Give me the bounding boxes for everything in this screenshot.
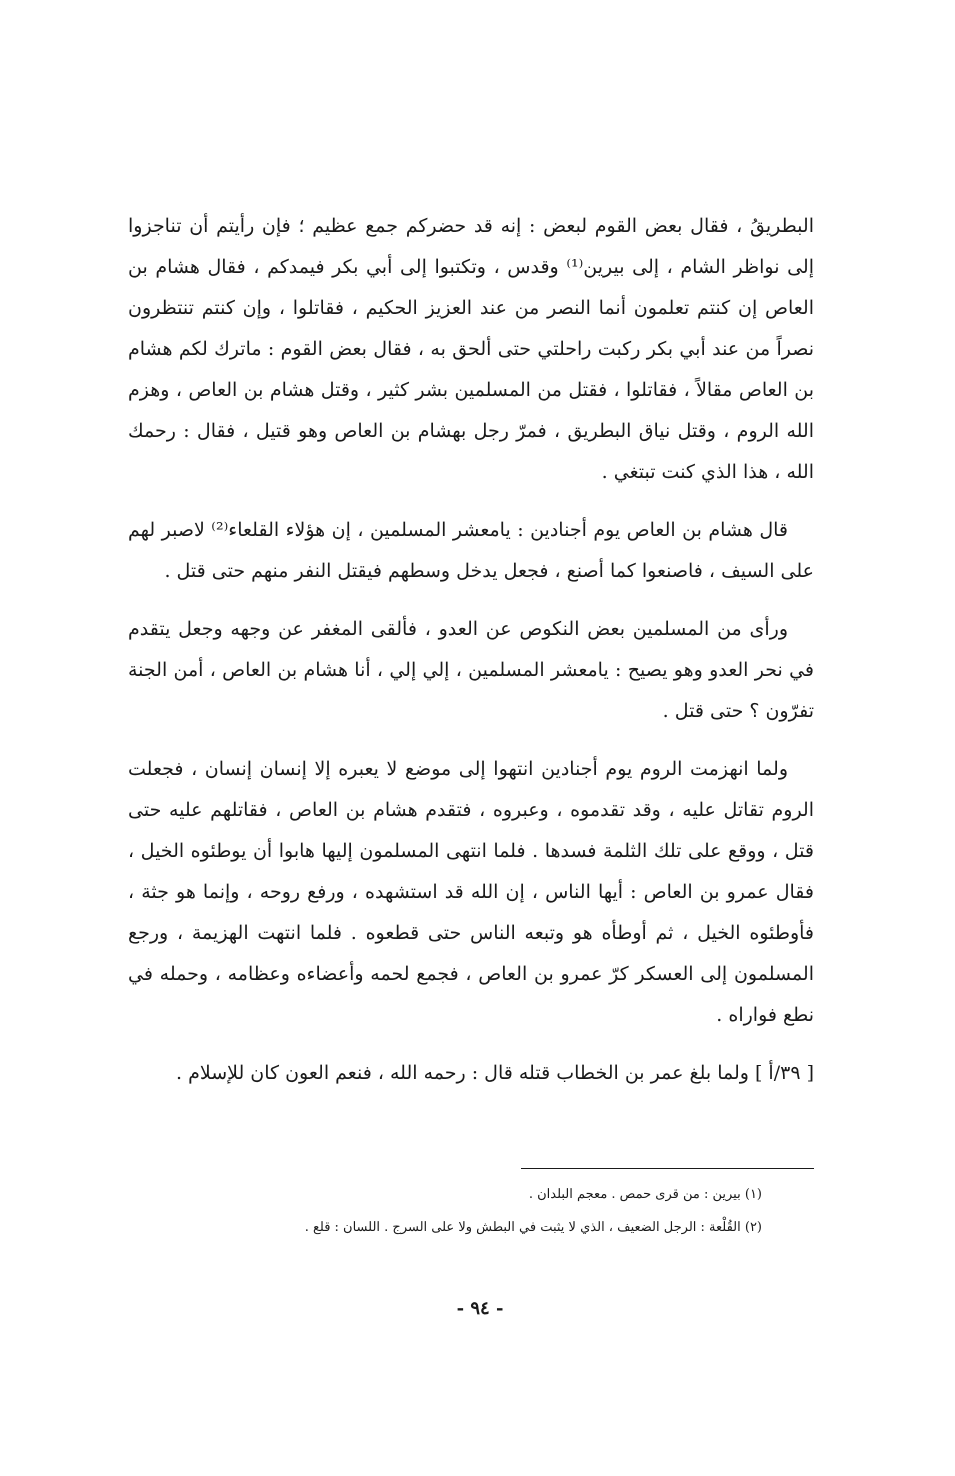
footnote-2: (٢) القُلْعة : الرجل الضعيف ، الذي لا يثبت في البطش ولا على السرج . اللسان : قلع . <box>304 1220 762 1235</box>
folio-reference: [ ٣٩/أ ] <box>754 1062 814 1084</box>
paragraph-1: البطريقُ ، فقال بعض القوم لبعض : إنه قد حضركم جمع عظيم ؛ فإن رأيتم أن تناجزوا إلى نواظر الشام ، إلى بيرين⁽¹⁾ وقدس ، وتكتبوا إلى أبي بكر فيمدكم ، فقال هشام بن العاص إن كنتم تعلمون أنما النصر من عند العزيز الحكيم ، فقاتلوا ، وإن كنتم تنتظرون نصراً من عند أبي بكر ركبت راحلتي حتى ألحق به ، فقال بعض القوم : ماترك لكم هشام بن العاص مقالاً ، فقاتلوا ، فقتل من المسلمين بشر كثير ، وقتل هشام بن العاص ، وهزم الله الروم ، وقتل نياق البطريق ، فمرّ رجل بهشام بن العاص وهو قتيل ، فقال : رحمك الله ، هذا الذي كنت تبتغي . <box>128 215 814 483</box>
paragraph-3: ورأى من المسلمين بعض النكوص عن العدو ، فألقى المغفر عن وجهه وجعل يتقدم في نحر العدو وهو يصيح : يامعشر المسلمين ، إلي إلي ، أنا هشام بن العاص ، أمن الجنة تفرّون ؟ حتى قتل . <box>128 618 814 722</box>
main-text <box>128 206 814 1111</box>
page-number: - ٩٤ - <box>456 1298 504 1319</box>
footnote-divider <box>521 1168 814 1169</box>
paragraph-2: قال هشام بن العاص يوم أجنادين : يامعشر المسلمين ، إن هؤلاء القلعاء⁽²⁾ لاصبر لهم على السيف ، فاصنعوا كما أصنع ، فجعل يدخل وسطهم فيقتل النفر منهم حتى قتل . <box>128 519 814 582</box>
paragraph-5-text: ولما بلغ عمر بن الخطاب قتله قال : رحمه الله ، فنعم العون كان للإسلام . <box>176 1062 749 1084</box>
paragraph-5 <box>128 1053 814 1094</box>
paragraph-4: ولما انهزمت الروم يوم أجنادين انتهوا إلى موضع لا يعبره إلا إنسان إنسان ، فجعلت الروم تقاتل عليه ، وقد تقدموه ، وعبروه ، فتقدم هشام بن العاص ، فقاتلهم عليه حتى قتل ، ووقع على تلك الثلمة فسدها . فلما انتهى المسلمون إليها هابوا أن يوطئوه الخيل ، فقال عمرو بن العاص : أيها الناس ، إن الله قد استشهده ، ورفع روحه ، وإنما هو جثة ، فأوطئوه الخيل ، ثم أوطأه هو وتبعه الناس حتى قطعوه . فلما انتهت الهزيمة ، ورجع المسلمون إلى العسكر كرّ عمرو بن العاص ، فجمع لحمه وأعضاءه وعظامه ، وحمله في نطع فواراه . <box>128 758 814 1026</box>
footnote-1: (١) بيرين : من قرى حمص . معجم البلدان . <box>528 1187 762 1202</box>
footnotes <box>200 1178 762 1244</box>
